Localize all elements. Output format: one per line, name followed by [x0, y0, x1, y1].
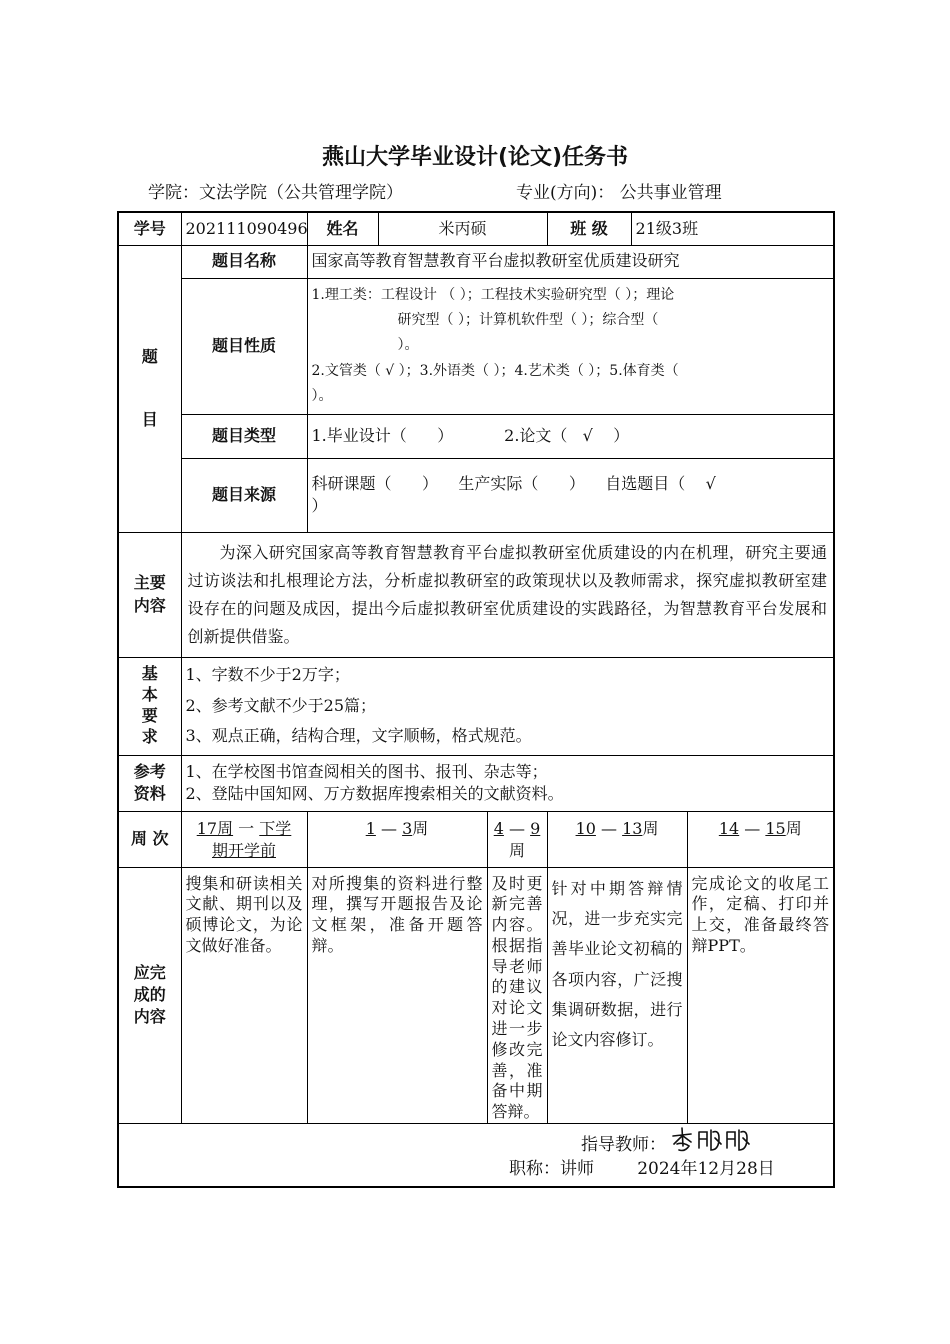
tasks-label: [118, 867, 181, 1124]
week-sep: —: [380, 818, 397, 838]
name-label: 姓名: [307, 212, 378, 245]
references-list: [181, 755, 834, 811]
tasks-label-2: 成的: [133, 985, 166, 1005]
nature-line-4: 2.文管类（ √ ）；3.外语类（ ）；4.艺术类（ ）；5.体育类（: [311, 362, 679, 379]
weeks-row: [118, 811, 834, 867]
task-cell-1: 搜集和研读相关文献、期刊以及硕博论文，为论文做好准备。: [181, 867, 307, 1124]
week-sep: —: [744, 818, 761, 838]
ref-label-1: 参考: [133, 761, 166, 781]
week-start: 1: [365, 818, 376, 838]
week-col-5: [687, 811, 834, 867]
week-sep: —: [601, 818, 618, 838]
major-line: 专业(方向)： 公共事业管理: [516, 183, 722, 203]
topic-nature-label: 题目性质: [181, 278, 307, 414]
topic-nature-value: [307, 278, 834, 414]
task-table: [117, 211, 835, 1188]
nature-line-5: ）。: [311, 387, 333, 404]
topic-source-value: [307, 458, 834, 532]
requirements-label: [118, 657, 181, 755]
references-row: [118, 755, 834, 811]
task-cell-3: 及时更新完善内容。根据指导老师的建议对论文进一步修改完善，准备中期答辩。: [487, 867, 547, 1124]
topic-name-row: [118, 245, 834, 278]
req-char-1: 基: [141, 664, 158, 684]
source-line-1: 科研课题（ ） 生产实际（ ） 自选题目（ √: [311, 473, 716, 493]
task-cell-4: 针对中期答辩情况，进一步充实完善毕业论文初稿的各项内容，广泛搜集调研数据，进行论文内容修订。: [547, 867, 687, 1124]
req-char-4: 求: [141, 726, 158, 746]
week-end: 3: [402, 818, 413, 838]
requirements-list: [181, 657, 834, 755]
advisor-title-date: 职称：讲师 2024年12月28日: [509, 1159, 775, 1180]
class-label: 班 级: [547, 212, 631, 245]
week-unit: 周: [412, 818, 429, 838]
source-line-2: ）: [311, 496, 328, 515]
class-value: 21级3班: [631, 212, 834, 245]
topic-label-char-2: 目: [141, 409, 158, 429]
tasks-label-3: 内容: [133, 1007, 166, 1027]
references-label: [118, 755, 181, 811]
week-start: 14: [718, 818, 740, 838]
main-content-row: [118, 532, 834, 657]
requirement-item: 2、参考文献不少于25篇；: [185, 695, 377, 715]
tasks-label-1: 应完: [133, 962, 166, 982]
week-col-1: [181, 811, 307, 867]
requirements-row: [118, 657, 834, 755]
topic-name-label: 题目名称: [181, 245, 307, 278]
week-start: 4: [493, 818, 504, 838]
topic-type-value: 1.毕业设计（ ） 2.论文（ √ ）: [307, 414, 834, 458]
nature-line-1: 1.理工类：工程设计 （ ）；工程技术实验研究型（ ）；理论: [311, 287, 675, 304]
tasks-row: [118, 867, 834, 1124]
week-start: 17周: [196, 818, 234, 838]
req-char-2: 本: [141, 685, 158, 705]
main-content-label-2: 内容: [133, 595, 166, 615]
week-end: 9: [530, 818, 541, 838]
document-title: 燕山大学毕业设计(论文)任务书: [321, 145, 629, 170]
topic-label-char-1: 题: [141, 347, 158, 367]
advisor-signature-image: [669, 1124, 779, 1156]
week-end: 下学: [259, 818, 292, 838]
week-end: 13: [622, 818, 643, 838]
week-start: 10: [575, 818, 596, 838]
topic-section-label: [118, 245, 181, 532]
advisor-label: 指导教师：: [581, 1135, 666, 1156]
signature-cell: [118, 1124, 834, 1188]
topic-source-label: 题目来源: [181, 458, 307, 532]
nature-line-3: ）。: [397, 337, 419, 354]
requirement-item: 1、字数不少于2万字；: [185, 665, 350, 685]
nature-line-2: 研究型（ ）；计算机软件型（ ）；综合型（: [397, 312, 659, 329]
week-unit: 周: [785, 818, 802, 838]
topic-name-value: 国家高等教育智慧教育平台虚拟教研室优质建设研究: [307, 245, 834, 278]
weeks-label: 周 次: [118, 811, 181, 867]
requirement-item: 3、观点正确，结构合理，文字顺畅，格式规范。: [185, 726, 532, 746]
main-content-label-1: 主要: [133, 573, 166, 593]
ref-label-2: 资料: [133, 784, 166, 803]
reference-item: 1、在学校图书馆查阅相关的图书、报刊、杂志等；: [185, 761, 548, 781]
topic-type-row: [118, 414, 834, 458]
signature-row: [118, 1124, 834, 1188]
id-value: 202111090496: [181, 212, 307, 245]
week-end: 15: [765, 818, 786, 838]
week-sep: 一: [238, 818, 255, 838]
topic-nature-row: [118, 278, 834, 414]
week-unit: 周: [642, 818, 659, 838]
student-row: [118, 212, 834, 245]
name-value: 米丙硕: [378, 212, 547, 245]
reference-item: 2、登陆中国知网、万方数据库搜索相关的文献资料。: [185, 784, 564, 803]
task-cell-5: 完成论文的收尾工作，定稿、打印并上交，准备最终答辩PPT。: [687, 867, 834, 1124]
week-end-cont: 期开学前: [211, 840, 276, 860]
week-col-2: [307, 811, 487, 867]
topic-type-label: 题目类型: [181, 414, 307, 458]
topic-source-row: [118, 458, 834, 532]
main-content-label: [118, 532, 181, 657]
week-sep: —: [509, 818, 525, 838]
college-line: 学院：文法学院（公共管理学院）: [148, 183, 403, 203]
req-char-3: 要: [141, 706, 158, 725]
week-unit: 周: [509, 840, 526, 860]
week-col-4: [547, 811, 687, 867]
week-col-3: [487, 811, 547, 867]
id-label: 学号: [118, 212, 181, 245]
task-cell-2: 对所搜集的资料进行整理，撰写开题报告及论文框架，准备开题答辩。: [307, 867, 487, 1124]
main-content-text: 为深入研究国家高等教育智慧教育平台虚拟教研室优质建设的内在机理，研究主要通过访谈法和扎根理论方法，分析虚拟教研室的政策现状以及教师需求，探究虚拟教研室建设存在的问题及成因，提出今后虚拟教研室优质建设的实践路径，为智慧教育平台发展和创新提供借鉴。: [181, 532, 834, 657]
